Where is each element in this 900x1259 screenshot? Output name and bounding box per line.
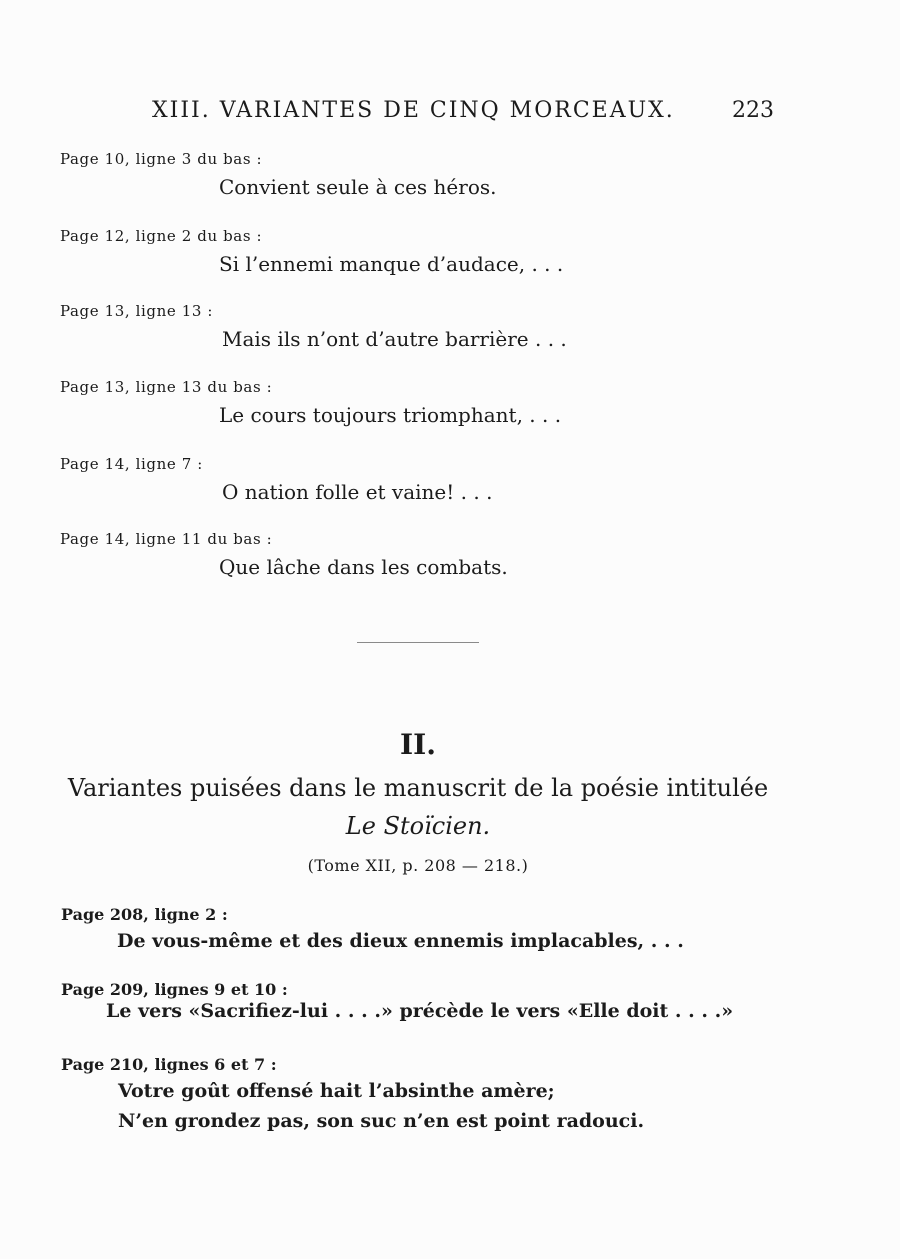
variant-verse: N’en grondez pas, son suc n’en est point radouci. xyxy=(118,1110,645,1132)
variant-reference: Page 14, ligne 7 : xyxy=(60,455,203,473)
section-subtitle: Le Stoïcien. xyxy=(345,812,491,840)
section-number: II. xyxy=(400,728,436,761)
running-head xyxy=(0,98,900,130)
variant-reference: Page 210, lignes 6 et 7 : xyxy=(61,1055,277,1074)
variant-reference: Page 208, ligne 2 : xyxy=(61,905,228,924)
variant-reference: Page 13, ligne 13 du bas : xyxy=(60,378,273,396)
variant-verse: Le cours toujours triomphant, . . . xyxy=(219,403,562,427)
variant-verse: Mais ils n’ont d’autre barrière . . . xyxy=(222,327,567,351)
variant-verse: Convient seule à ces héros. xyxy=(219,175,497,199)
section-divider xyxy=(357,642,479,643)
variant-reference: Page 14, ligne 11 du bas : xyxy=(60,530,273,548)
variant-verse: Si l’ennemi manque d’audace, . . . xyxy=(219,252,564,276)
running-head-title: XIII. VARIANTES DE CINQ MORCEAUX. xyxy=(152,98,675,123)
variant-reference: Page 13, ligne 13 : xyxy=(60,302,214,320)
variant-verse: Le vers «Sacrifiez-lui . . . .» précède le vers «Elle doit . . . .» xyxy=(106,1000,734,1022)
variant-verse: O nation folle et vaine! . . . xyxy=(222,480,493,504)
section-source: (Tome XII, p. 208 — 218.) xyxy=(307,856,529,875)
page-number: 223 xyxy=(732,98,774,123)
section-title: Variantes puisées dans le manuscrit de la poésie intitulée xyxy=(67,774,769,802)
variant-verse: De vous-même et des dieux ennemis implacables, . . . xyxy=(117,930,684,952)
variant-verse: Que lâche dans les combats. xyxy=(219,555,508,579)
variant-verse: Votre goût offensé hait l’absinthe amère; xyxy=(118,1080,555,1102)
variant-reference: Page 12, ligne 2 du bas : xyxy=(60,227,263,245)
variant-reference: Page 209, lignes 9 et 10 : xyxy=(61,980,288,999)
variant-reference: Page 10, ligne 3 du bas : xyxy=(60,150,263,168)
